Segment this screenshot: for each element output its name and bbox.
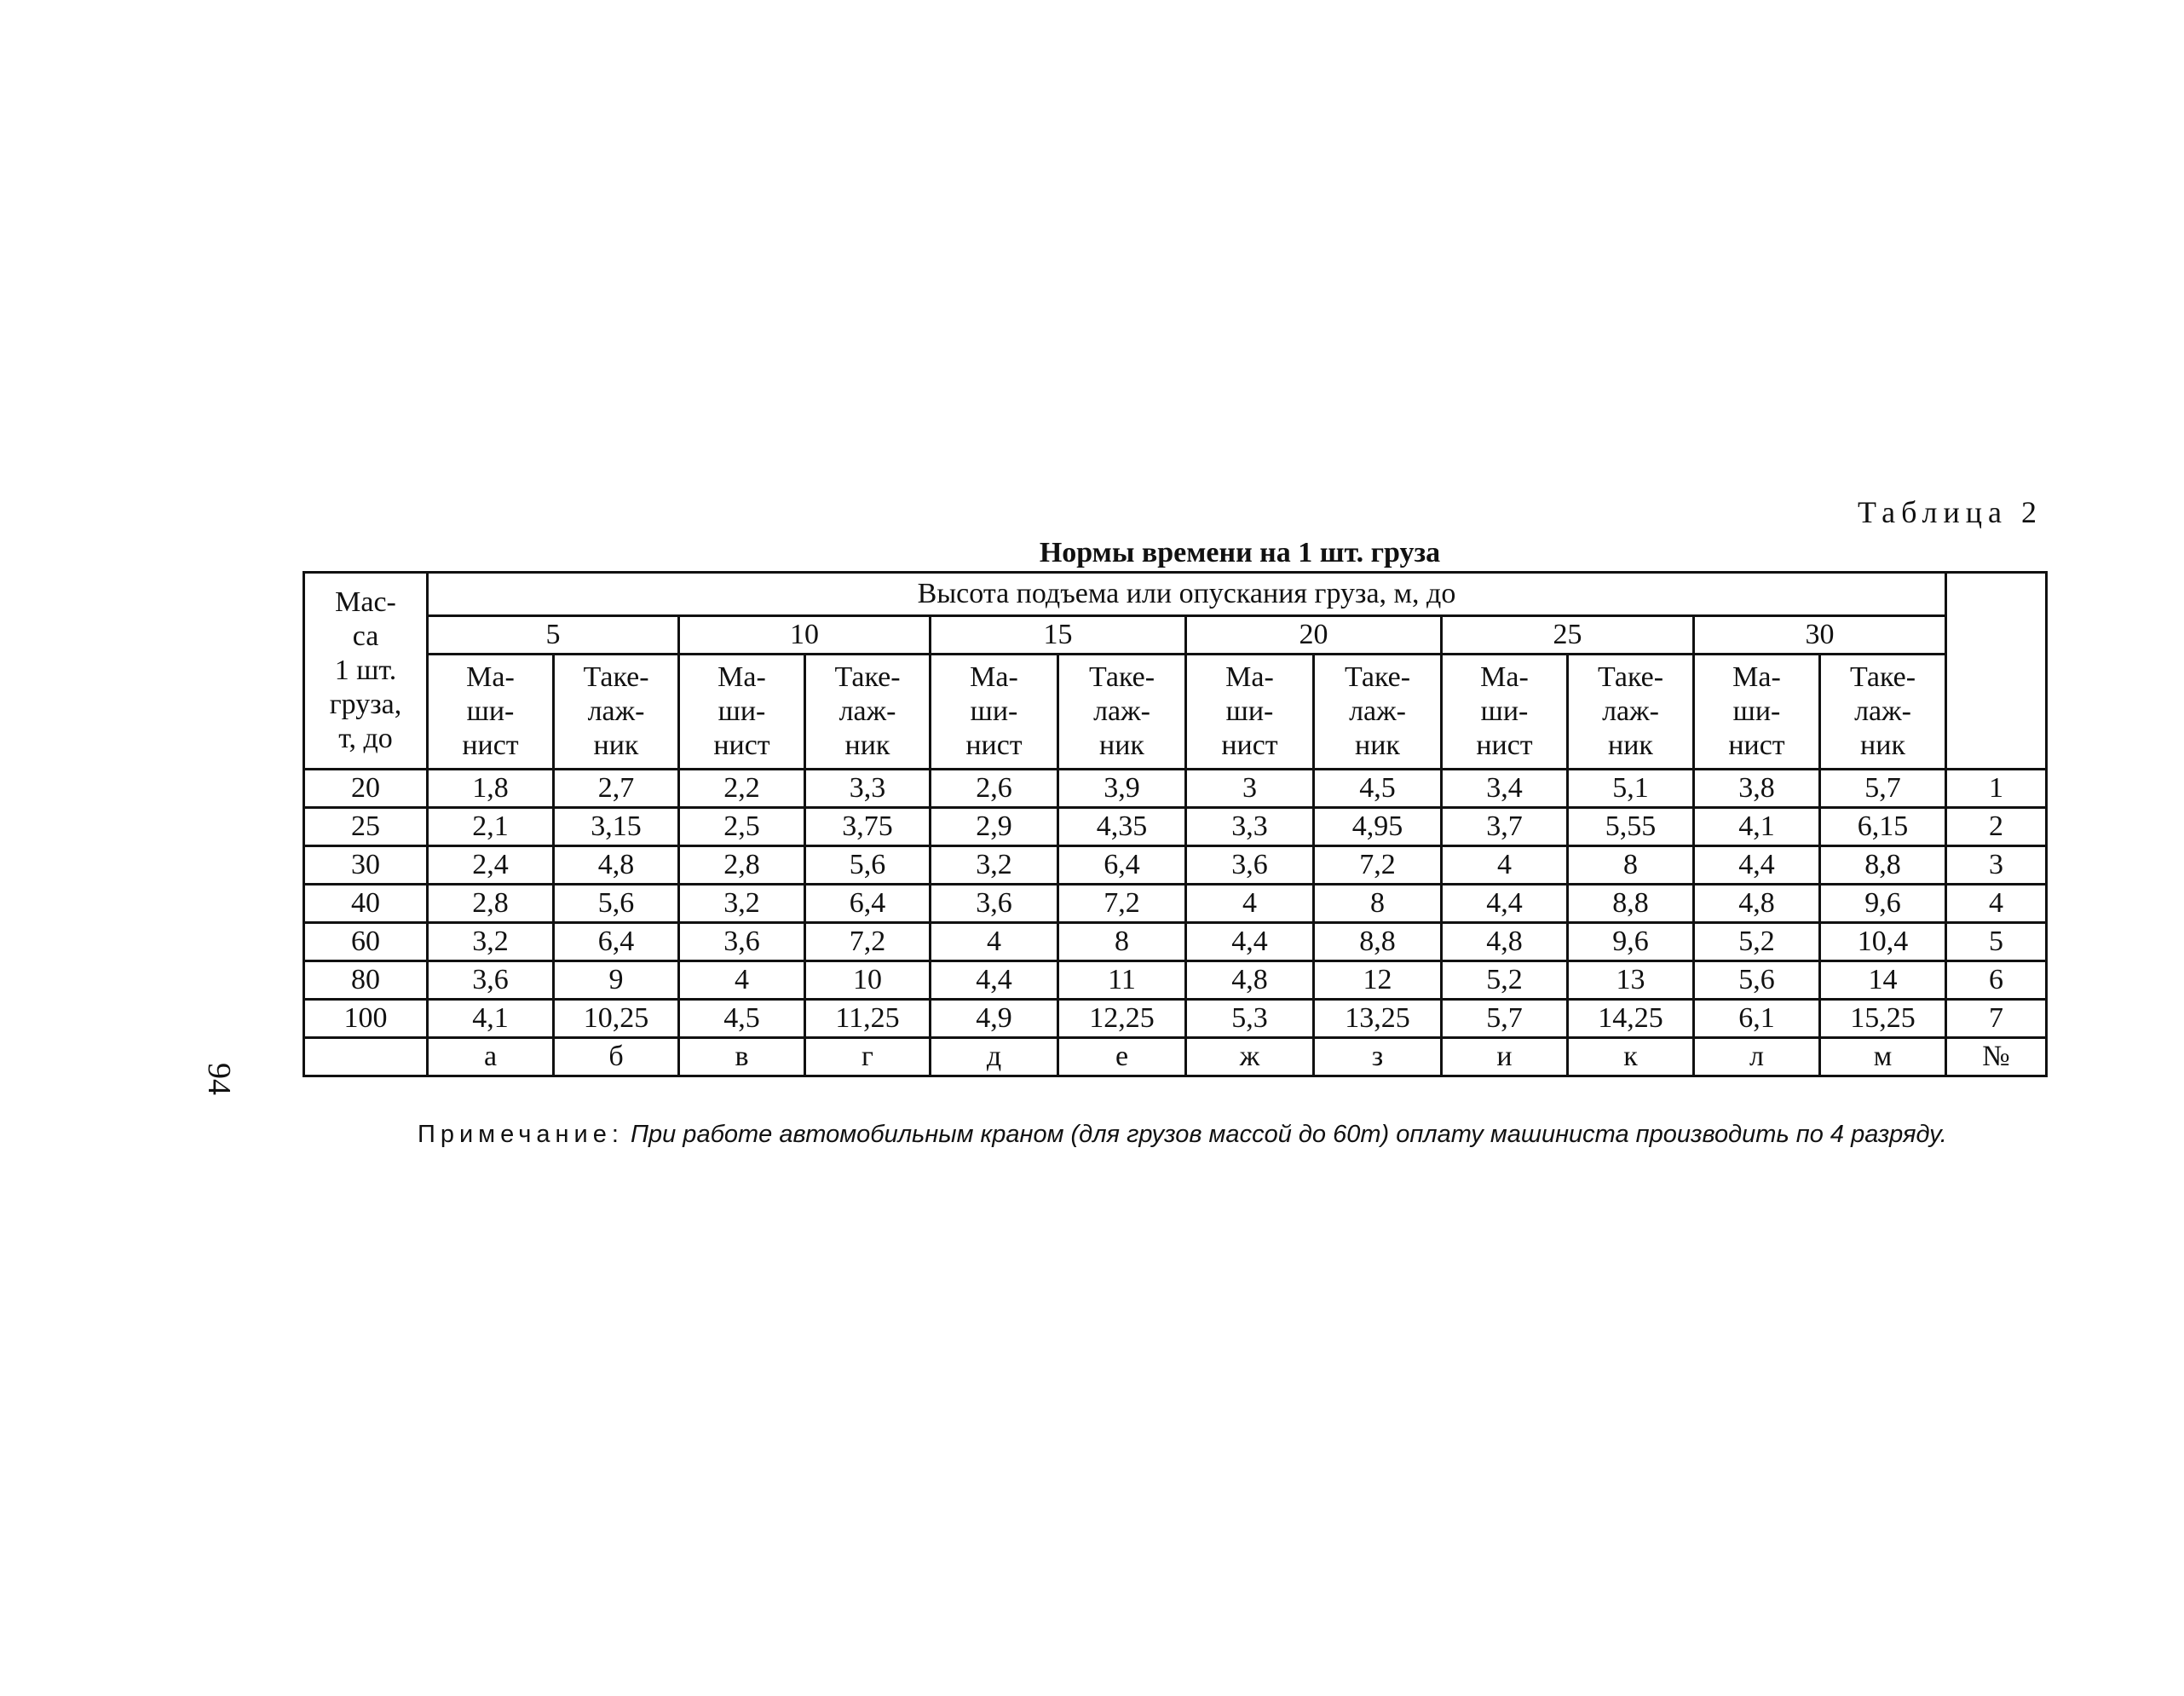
value-cell: 6,4 <box>554 923 679 961</box>
column-letter-cell: м <box>1820 1038 1946 1076</box>
value-cell: 2,8 <box>428 885 554 923</box>
column-letter-cell: е <box>1058 1038 1186 1076</box>
column-letter-row <box>304 1038 2047 1076</box>
footnote-label: Примечание: <box>418 1121 624 1148</box>
worker-header-line: Таке- <box>1597 661 1664 693</box>
value-cell: 4,5 <box>679 1000 805 1038</box>
value-cell: 5,1 <box>1568 770 1694 808</box>
value-cell: 12,25 <box>1058 1000 1186 1038</box>
column-letter-cell: а <box>428 1038 554 1076</box>
value-cell: 8 <box>1314 885 1442 923</box>
worker-header-line: ник <box>1355 730 1400 761</box>
column-letter-cell: г <box>805 1038 931 1076</box>
value-cell: 4,4 <box>1186 923 1314 961</box>
value-cell: 2,1 <box>428 808 554 846</box>
operator-header-cell <box>1694 655 1820 770</box>
operator-header-cell <box>428 655 554 770</box>
value-cell: 4,4 <box>1442 885 1568 923</box>
worker-header-line: ник <box>844 730 890 761</box>
value-cell: 3 <box>1186 770 1314 808</box>
rigger-header-cell <box>1314 655 1442 770</box>
worker-header-line: ник <box>1608 730 1653 761</box>
height-20-header: 20 <box>1186 616 1442 655</box>
rigger-header-cell <box>554 655 679 770</box>
number-header-cell <box>1946 573 2047 770</box>
value-cell: 3,75 <box>805 808 931 846</box>
value-cell: 4 <box>1186 885 1314 923</box>
worker-header-line: Ма- <box>466 661 515 693</box>
worker-header-line: Таке- <box>583 661 649 693</box>
norms-table <box>303 571 2048 1077</box>
value-cell: 5,6 <box>1694 961 1820 1000</box>
value-cell: 8 <box>1058 923 1186 961</box>
row-number-cell: 3 <box>1946 846 2047 885</box>
worker-header-line: Ма- <box>717 661 766 693</box>
value-cell: 4 <box>1442 846 1568 885</box>
worker-header-line: ши- <box>717 695 766 727</box>
value-cell: 10,25 <box>554 1000 679 1038</box>
value-cell: 3,4 <box>1442 770 1568 808</box>
value-cell: 8,8 <box>1820 846 1946 885</box>
value-cell: 3,9 <box>1058 770 1186 808</box>
row-number-cell: 1 <box>1946 770 2047 808</box>
height-25-header: 25 <box>1442 616 1694 655</box>
value-cell: 5,6 <box>554 885 679 923</box>
mass-cell: 25 <box>304 808 428 846</box>
value-cell: 2,5 <box>679 808 805 846</box>
worker-header-line: ши- <box>1225 695 1274 727</box>
worker-header-line: Таке- <box>1344 661 1411 693</box>
value-cell: 8,8 <box>1568 885 1694 923</box>
value-cell: 2,9 <box>931 808 1058 846</box>
value-cell: 4,1 <box>428 1000 554 1038</box>
rigger-header-cell <box>1058 655 1186 770</box>
value-cell: 12 <box>1314 961 1442 1000</box>
value-cell: 3,2 <box>931 846 1058 885</box>
worker-header-line: Таке- <box>834 661 901 693</box>
value-cell: 15,25 <box>1820 1000 1946 1038</box>
value-cell: 7,2 <box>1058 885 1186 923</box>
height-5-header: 5 <box>428 616 679 655</box>
rigger-header-cell <box>1568 655 1694 770</box>
worker-header-line: Таке- <box>1088 661 1155 693</box>
mass-header-line: груза, <box>329 689 402 720</box>
worker-header-line: Ма- <box>1225 661 1274 693</box>
mass-cell: 60 <box>304 923 428 961</box>
worker-header-line: Ма- <box>970 661 1018 693</box>
value-cell: 4,4 <box>1694 846 1820 885</box>
number-sign-cell: № <box>1946 1038 2047 1076</box>
value-cell: 5,2 <box>1442 961 1568 1000</box>
worker-header-line: лаж- <box>838 695 896 727</box>
worker-header-line: ник <box>593 730 639 761</box>
value-cell: 5,7 <box>1820 770 1946 808</box>
worker-header-line: ши- <box>1480 695 1529 727</box>
value-cell: 11 <box>1058 961 1186 1000</box>
value-cell: 6,4 <box>1058 846 1186 885</box>
value-cell: 3,3 <box>1186 808 1314 846</box>
worker-header-line: лаж- <box>587 695 645 727</box>
column-letter-cell: з <box>1314 1038 1442 1076</box>
value-cell: 3,6 <box>428 961 554 1000</box>
row-number-cell: 5 <box>1946 923 2047 961</box>
value-cell: 8 <box>1568 846 1694 885</box>
height-30-header: 30 <box>1694 616 1946 655</box>
value-cell: 2,4 <box>428 846 554 885</box>
table-row <box>304 923 2047 961</box>
value-cell: 7,2 <box>1314 846 1442 885</box>
mass-cell: 80 <box>304 961 428 1000</box>
value-cell: 5,7 <box>1442 1000 1568 1038</box>
value-cell: 4,8 <box>554 846 679 885</box>
row-number-cell: 2 <box>1946 808 2047 846</box>
value-cell: 9,6 <box>1568 923 1694 961</box>
table-row <box>304 885 2047 923</box>
column-letter-cell: д <box>931 1038 1058 1076</box>
operator-header-cell <box>1442 655 1568 770</box>
worker-header-line: ник <box>1860 730 1905 761</box>
mass-cell: 100 <box>304 1000 428 1038</box>
value-cell: 4,8 <box>1694 885 1820 923</box>
table-title: Нормы времени на 1 шт. груза <box>1039 537 1441 568</box>
worker-header-line: ник <box>1099 730 1144 761</box>
value-cell: 4 <box>679 961 805 1000</box>
value-cell: 6,4 <box>805 885 931 923</box>
table-row <box>304 961 2047 1000</box>
value-cell: 4,9 <box>931 1000 1058 1038</box>
value-cell: 6,1 <box>1694 1000 1820 1038</box>
value-cell: 5,2 <box>1694 923 1820 961</box>
value-cell: 3,7 <box>1442 808 1568 846</box>
worker-header-line: нист <box>713 730 770 761</box>
footnote-text: При работе автомобильным краном (для грузов массой до 60т) оплату машиниста производить по 4 разряду. <box>630 1121 1947 1148</box>
value-cell: 3,2 <box>428 923 554 961</box>
worker-header-line: лаж- <box>1093 695 1150 727</box>
value-cell: 3,3 <box>805 770 931 808</box>
row-number-cell: 6 <box>1946 961 2047 1000</box>
value-cell: 3,8 <box>1694 770 1820 808</box>
value-cell: 3,6 <box>1186 846 1314 885</box>
column-letter-cell: ж <box>1186 1038 1314 1076</box>
value-cell: 5,55 <box>1568 808 1694 846</box>
empty-cell <box>304 1038 428 1076</box>
rigger-header-cell <box>1820 655 1946 770</box>
value-cell: 6,15 <box>1820 808 1946 846</box>
column-letter-cell: к <box>1568 1038 1694 1076</box>
value-cell: 14,25 <box>1568 1000 1694 1038</box>
mass-header-line: 1 шт. <box>334 655 397 686</box>
value-cell: 8,8 <box>1314 923 1442 961</box>
column-letter-cell: л <box>1694 1038 1820 1076</box>
value-cell: 3,6 <box>679 923 805 961</box>
table-body <box>304 573 2047 1076</box>
mass-header-line: са <box>352 620 379 652</box>
worker-header-row <box>304 655 2047 770</box>
worker-header-line: лаж- <box>1349 695 1406 727</box>
page-number: 94 <box>201 1063 237 1095</box>
worker-header-line: Таке- <box>1849 661 1916 693</box>
value-cell: 5,6 <box>805 846 931 885</box>
column-letter-cell: в <box>679 1038 805 1076</box>
value-cell: 11,25 <box>805 1000 931 1038</box>
mass-header-line: т, до <box>338 723 393 754</box>
value-cell: 2,8 <box>679 846 805 885</box>
value-cell: 4,8 <box>1442 923 1568 961</box>
value-cell: 4 <box>931 923 1058 961</box>
operator-header-cell <box>1186 655 1314 770</box>
value-cell: 2,6 <box>931 770 1058 808</box>
value-cell: 7,2 <box>805 923 931 961</box>
operator-header-cell <box>679 655 805 770</box>
column-letter-cell: б <box>554 1038 679 1076</box>
worker-header-line: лаж- <box>1602 695 1659 727</box>
footnote <box>418 1121 1947 1149</box>
value-cell: 13 <box>1568 961 1694 1000</box>
row-number-cell: 7 <box>1946 1000 2047 1038</box>
mass-header-cell <box>304 573 428 770</box>
table-row <box>304 846 2047 885</box>
table-row <box>304 808 2047 846</box>
value-cell: 14 <box>1820 961 1946 1000</box>
value-cell: 2,2 <box>679 770 805 808</box>
value-cell: 9,6 <box>1820 885 1946 923</box>
value-cell: 4,1 <box>1694 808 1820 846</box>
column-letter-cell: и <box>1442 1038 1568 1076</box>
value-cell: 1,8 <box>428 770 554 808</box>
value-cell: 10 <box>805 961 931 1000</box>
worker-header-line: нист <box>965 730 1023 761</box>
height-header-cell: Высота подъема или опускания груза, м, до <box>428 573 1946 616</box>
value-cell: 4,95 <box>1314 808 1442 846</box>
value-cell: 3,15 <box>554 808 679 846</box>
worker-header-line: нист <box>1728 730 1785 761</box>
operator-header-cell <box>931 655 1058 770</box>
value-cell: 9 <box>554 961 679 1000</box>
value-cell: 3,6 <box>931 885 1058 923</box>
worker-header-line: нист <box>1221 730 1278 761</box>
row-number-cell: 4 <box>1946 885 2047 923</box>
height-15-header: 15 <box>931 616 1186 655</box>
value-cell: 4,4 <box>931 961 1058 1000</box>
mass-cell: 30 <box>304 846 428 885</box>
value-cell: 3,2 <box>679 885 805 923</box>
worker-header-line: нист <box>1476 730 1533 761</box>
worker-header-line: нист <box>462 730 519 761</box>
height-10-header: 10 <box>679 616 931 655</box>
value-cell: 4,8 <box>1186 961 1314 1000</box>
worker-header-line: Ма- <box>1732 661 1781 693</box>
worker-header-line: Ма- <box>1480 661 1529 693</box>
table-row <box>304 1000 2047 1038</box>
worker-header-line: ши- <box>466 695 515 727</box>
value-cell: 10,4 <box>1820 923 1946 961</box>
value-cell: 5,3 <box>1186 1000 1314 1038</box>
mass-header-line: Мас- <box>335 586 396 618</box>
worker-header-line: ши- <box>970 695 1018 727</box>
worker-header-line: лаж- <box>1854 695 1911 727</box>
value-cell: 4,35 <box>1058 808 1186 846</box>
value-cell: 4,5 <box>1314 770 1442 808</box>
table-row <box>304 770 2047 808</box>
mass-cell: 40 <box>304 885 428 923</box>
rigger-header-cell <box>805 655 931 770</box>
mass-cell: 20 <box>304 770 428 808</box>
value-cell: 2,7 <box>554 770 679 808</box>
worker-header-line: ши- <box>1732 695 1781 727</box>
value-cell: 13,25 <box>1314 1000 1442 1038</box>
table-label: Таблица 2 <box>1858 495 2043 529</box>
